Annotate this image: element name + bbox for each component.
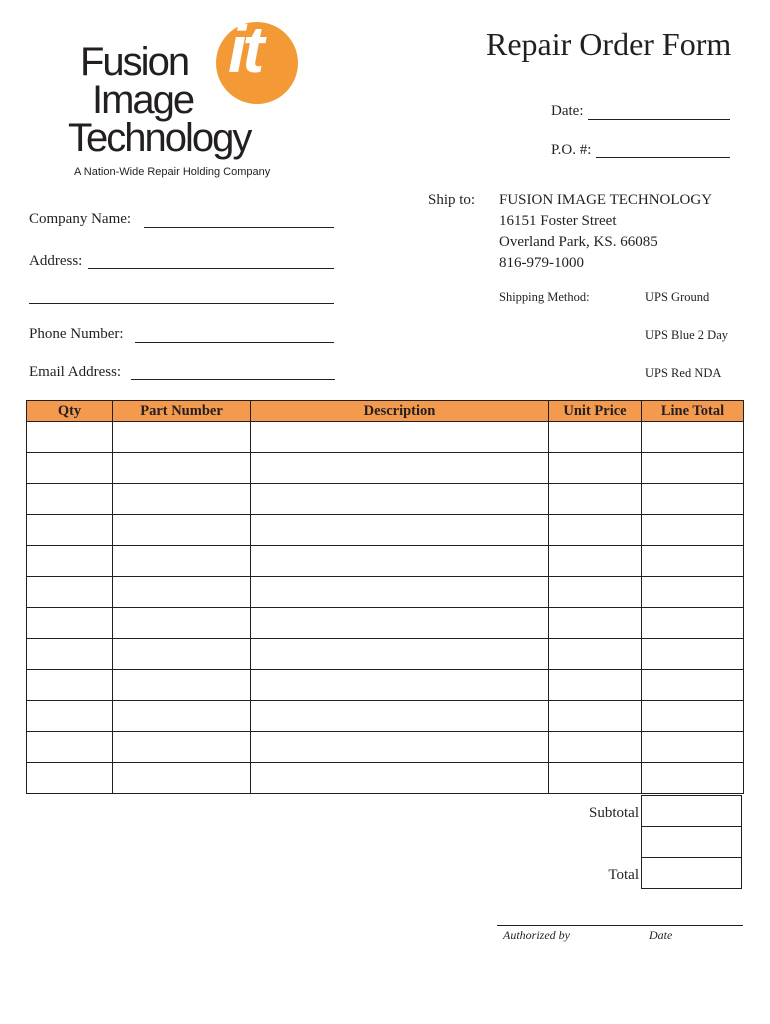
- shipping-option-ups-ground[interactable]: UPS Ground: [645, 290, 710, 304]
- logo-word-image: Image: [92, 78, 194, 122]
- email-label: Email Address:: [29, 364, 122, 380]
- cell-line-total[interactable]: [642, 639, 744, 670]
- cell-description[interactable]: [251, 608, 549, 639]
- table-row: [27, 484, 744, 515]
- cell-description[interactable]: [251, 453, 549, 484]
- cell-unit-price[interactable]: [549, 639, 642, 670]
- cell-line-total[interactable]: [642, 701, 744, 732]
- cell-part-number[interactable]: [113, 546, 251, 577]
- cell-qty[interactable]: [27, 453, 113, 484]
- table-row: [27, 608, 744, 639]
- tax-field[interactable]: [641, 826, 742, 858]
- cell-part-number[interactable]: [113, 670, 251, 701]
- table-row: [27, 422, 744, 453]
- cell-part-number[interactable]: [113, 515, 251, 546]
- cell-line-total[interactable]: [642, 515, 744, 546]
- ship-to-phone: 816-979-1000: [499, 255, 584, 271]
- cell-part-number[interactable]: [113, 639, 251, 670]
- column-header-qty: Qty: [27, 401, 113, 422]
- cell-description[interactable]: [251, 546, 549, 577]
- table-row: [27, 515, 744, 546]
- cell-unit-price[interactable]: [549, 732, 642, 763]
- authorized-by-label: Authorized by: [503, 928, 570, 942]
- form-title: Repair Order Form: [486, 26, 732, 62]
- cell-unit-price[interactable]: [549, 484, 642, 515]
- cell-qty[interactable]: [27, 639, 113, 670]
- table-row: [27, 577, 744, 608]
- cell-line-total[interactable]: [642, 546, 744, 577]
- cell-description[interactable]: [251, 484, 549, 515]
- cell-unit-price[interactable]: [549, 701, 642, 732]
- cell-unit-price[interactable]: [549, 546, 642, 577]
- cell-line-total[interactable]: [642, 732, 744, 763]
- ship-to-address: [499, 190, 712, 274]
- cell-part-number[interactable]: [113, 422, 251, 453]
- cell-line-total[interactable]: [642, 608, 744, 639]
- table-row: [27, 701, 744, 732]
- cell-qty[interactable]: [27, 546, 113, 577]
- logo-tagline: A Nation-Wide Repair Holding Company: [74, 166, 271, 178]
- logo-word-technology: Technology: [68, 116, 251, 160]
- logo-it-mark: it: [228, 12, 261, 86]
- cell-line-total[interactable]: [642, 763, 744, 794]
- cell-line-total[interactable]: [642, 422, 744, 453]
- ship-to-street: 16151 Foster Street: [499, 213, 617, 229]
- address-label: Address:: [29, 253, 83, 269]
- cell-unit-price[interactable]: [549, 670, 642, 701]
- column-header-description: Description: [251, 401, 549, 422]
- cell-unit-price[interactable]: [549, 515, 642, 546]
- column-header-part-number: Part Number: [113, 401, 251, 422]
- items-table: [26, 400, 744, 794]
- cell-qty[interactable]: [27, 763, 113, 794]
- po-label: P.O. #:: [551, 142, 592, 158]
- table-row: [27, 639, 744, 670]
- cell-description[interactable]: [251, 515, 549, 546]
- table-header-row: [27, 401, 744, 422]
- cell-description[interactable]: [251, 732, 549, 763]
- cell-part-number[interactable]: [113, 701, 251, 732]
- date-field[interactable]: [588, 119, 730, 120]
- cell-part-number[interactable]: [113, 608, 251, 639]
- cell-qty[interactable]: [27, 670, 113, 701]
- address-line-2-field[interactable]: [29, 303, 334, 304]
- cell-unit-price[interactable]: [549, 422, 642, 453]
- cell-description[interactable]: [251, 577, 549, 608]
- cell-qty[interactable]: [27, 701, 113, 732]
- cell-description[interactable]: [251, 670, 549, 701]
- table-row: [27, 763, 744, 794]
- cell-part-number[interactable]: [113, 577, 251, 608]
- company-name-field[interactable]: [144, 227, 334, 228]
- shipping-option-ups-blue-2-day[interactable]: UPS Blue 2 Day: [645, 328, 728, 342]
- cell-qty[interactable]: [27, 732, 113, 763]
- shipping-method-label: Shipping Method:: [499, 290, 590, 304]
- table-row: [27, 732, 744, 763]
- cell-line-total[interactable]: [642, 453, 744, 484]
- email-field[interactable]: [131, 379, 335, 380]
- subtotal-label: Subtotal: [588, 805, 639, 821]
- cell-unit-price[interactable]: [549, 608, 642, 639]
- cell-part-number[interactable]: [113, 763, 251, 794]
- subtotal-field[interactable]: [641, 795, 742, 827]
- table-row: [27, 546, 744, 577]
- date-label: Date:: [551, 103, 584, 119]
- cell-part-number[interactable]: [113, 732, 251, 763]
- cell-unit-price[interactable]: [549, 763, 642, 794]
- column-header-unit-price: Unit Price: [549, 401, 642, 422]
- cell-qty[interactable]: [27, 422, 113, 453]
- column-header-line-total: Line Total: [642, 401, 744, 422]
- cell-part-number[interactable]: [113, 484, 251, 515]
- cell-qty[interactable]: [27, 484, 113, 515]
- items-table-body: [27, 422, 744, 794]
- cell-unit-price[interactable]: [549, 453, 642, 484]
- cell-line-total[interactable]: [642, 670, 744, 701]
- cell-qty[interactable]: [27, 577, 113, 608]
- company-logo: [66, 12, 306, 190]
- ship-to-label: Ship to:: [428, 192, 476, 208]
- cell-description[interactable]: [251, 701, 549, 732]
- po-field[interactable]: [596, 157, 730, 158]
- cell-line-total[interactable]: [642, 484, 744, 515]
- address-field[interactable]: [88, 268, 334, 269]
- cell-part-number[interactable]: [113, 453, 251, 484]
- cell-unit-price[interactable]: [549, 577, 642, 608]
- table-row: [27, 453, 744, 484]
- ship-to-name: FUSION IMAGE TECHNOLOGY: [499, 192, 713, 208]
- cell-qty[interactable]: [27, 515, 113, 546]
- cell-description[interactable]: [251, 422, 549, 453]
- cell-description[interactable]: [251, 639, 549, 670]
- table-row: [27, 670, 744, 701]
- cell-qty[interactable]: [27, 608, 113, 639]
- signature-date-label: Date: [649, 928, 673, 942]
- company-name-label: Company Name:: [29, 211, 132, 227]
- total-label: Total: [608, 867, 639, 883]
- cell-description[interactable]: [251, 763, 549, 794]
- phone-field[interactable]: [135, 342, 334, 343]
- phone-label: Phone Number:: [29, 326, 124, 342]
- ship-to-city: Overland Park, KS. 66085: [499, 234, 658, 250]
- total-field[interactable]: [641, 857, 742, 889]
- signature-line[interactable]: [497, 925, 743, 926]
- logo-word-fusion: Fusion: [80, 40, 189, 84]
- cell-line-total[interactable]: [642, 577, 744, 608]
- shipping-option-ups-red-nda[interactable]: UPS Red NDA: [645, 366, 722, 380]
